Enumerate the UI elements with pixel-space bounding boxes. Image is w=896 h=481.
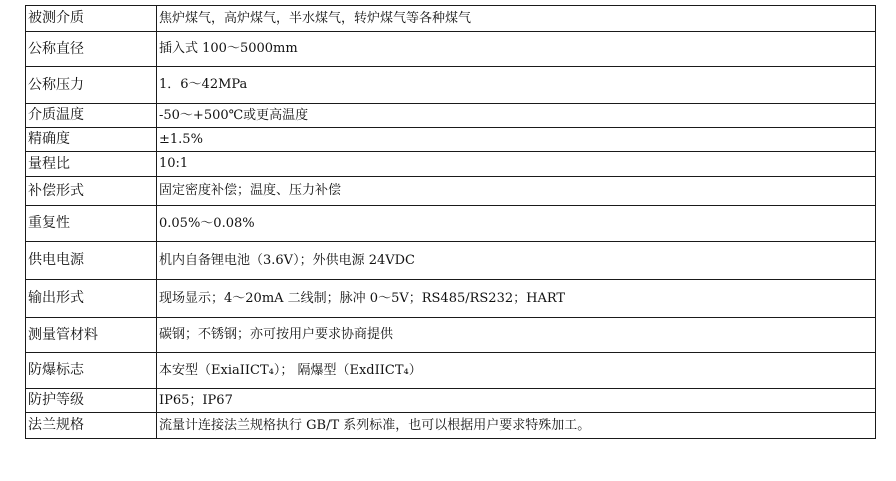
- row-value: 焦炉煤气，高炉煤气，半水煤气，转炉煤气等各种煤气: [157, 6, 876, 32]
- table-row: [26, 242, 876, 280]
- row-value: 现场显示；4～20mA 二线制；脉冲 0～5V；RS485/RS232；HART: [157, 280, 876, 318]
- table-row: [26, 152, 876, 177]
- row-label: 量程比: [26, 152, 157, 177]
- row-value: 1．6～42MPa: [157, 67, 876, 104]
- row-value: ±1.5%: [157, 128, 876, 152]
- row-value: 插入式 100～5000mm: [157, 32, 876, 67]
- table-row: [26, 177, 876, 206]
- row-label: 测量管材料: [26, 318, 157, 353]
- row-label: 公称压力: [26, 67, 157, 104]
- table-row: [26, 206, 876, 242]
- table-row: [26, 32, 876, 67]
- row-label: 供电电源: [26, 242, 157, 280]
- table-row: [26, 413, 876, 439]
- table-row: [26, 6, 876, 32]
- table-row: [26, 318, 876, 353]
- row-value: 10:1: [157, 152, 876, 177]
- row-value: 本安型（ExiaIICT₄）； 隔爆型（ExdIICT₄）: [157, 353, 876, 389]
- row-label: 精确度: [26, 128, 157, 152]
- row-label: 公称直径: [26, 32, 157, 67]
- row-value: 流量计连接法兰规格执行 GB/T 系列标准，也可以根据用户要求特殊加工。: [157, 413, 876, 439]
- row-label: 被测介质: [26, 6, 157, 32]
- row-value: 机内自备锂电池（3.6V）；外供电源 24VDC: [157, 242, 876, 280]
- row-label: 补偿形式: [26, 177, 157, 206]
- row-label: 输出形式: [26, 280, 157, 318]
- row-label: 防爆标志: [26, 353, 157, 389]
- table-row: [26, 67, 876, 104]
- row-label: 介质温度: [26, 104, 157, 128]
- row-value: 碳钢；不锈钢；亦可按用户要求协商提供: [157, 318, 876, 353]
- table-row: [26, 280, 876, 318]
- table-row: [26, 353, 876, 389]
- table-row: [26, 104, 876, 128]
- row-label: 防护等级: [26, 389, 157, 413]
- table-row: [26, 389, 876, 413]
- row-value: 固定密度补偿；温度、压力补偿: [157, 177, 876, 206]
- row-label: 法兰规格: [26, 413, 157, 439]
- row-value: IP65；IP67: [157, 389, 876, 413]
- row-value: -50～+500℃或更高温度: [157, 104, 876, 128]
- spec-table: [25, 5, 876, 439]
- row-label: 重复性: [26, 206, 157, 242]
- row-value: 0.05%～0.08%: [157, 206, 876, 242]
- table-row: [26, 128, 876, 152]
